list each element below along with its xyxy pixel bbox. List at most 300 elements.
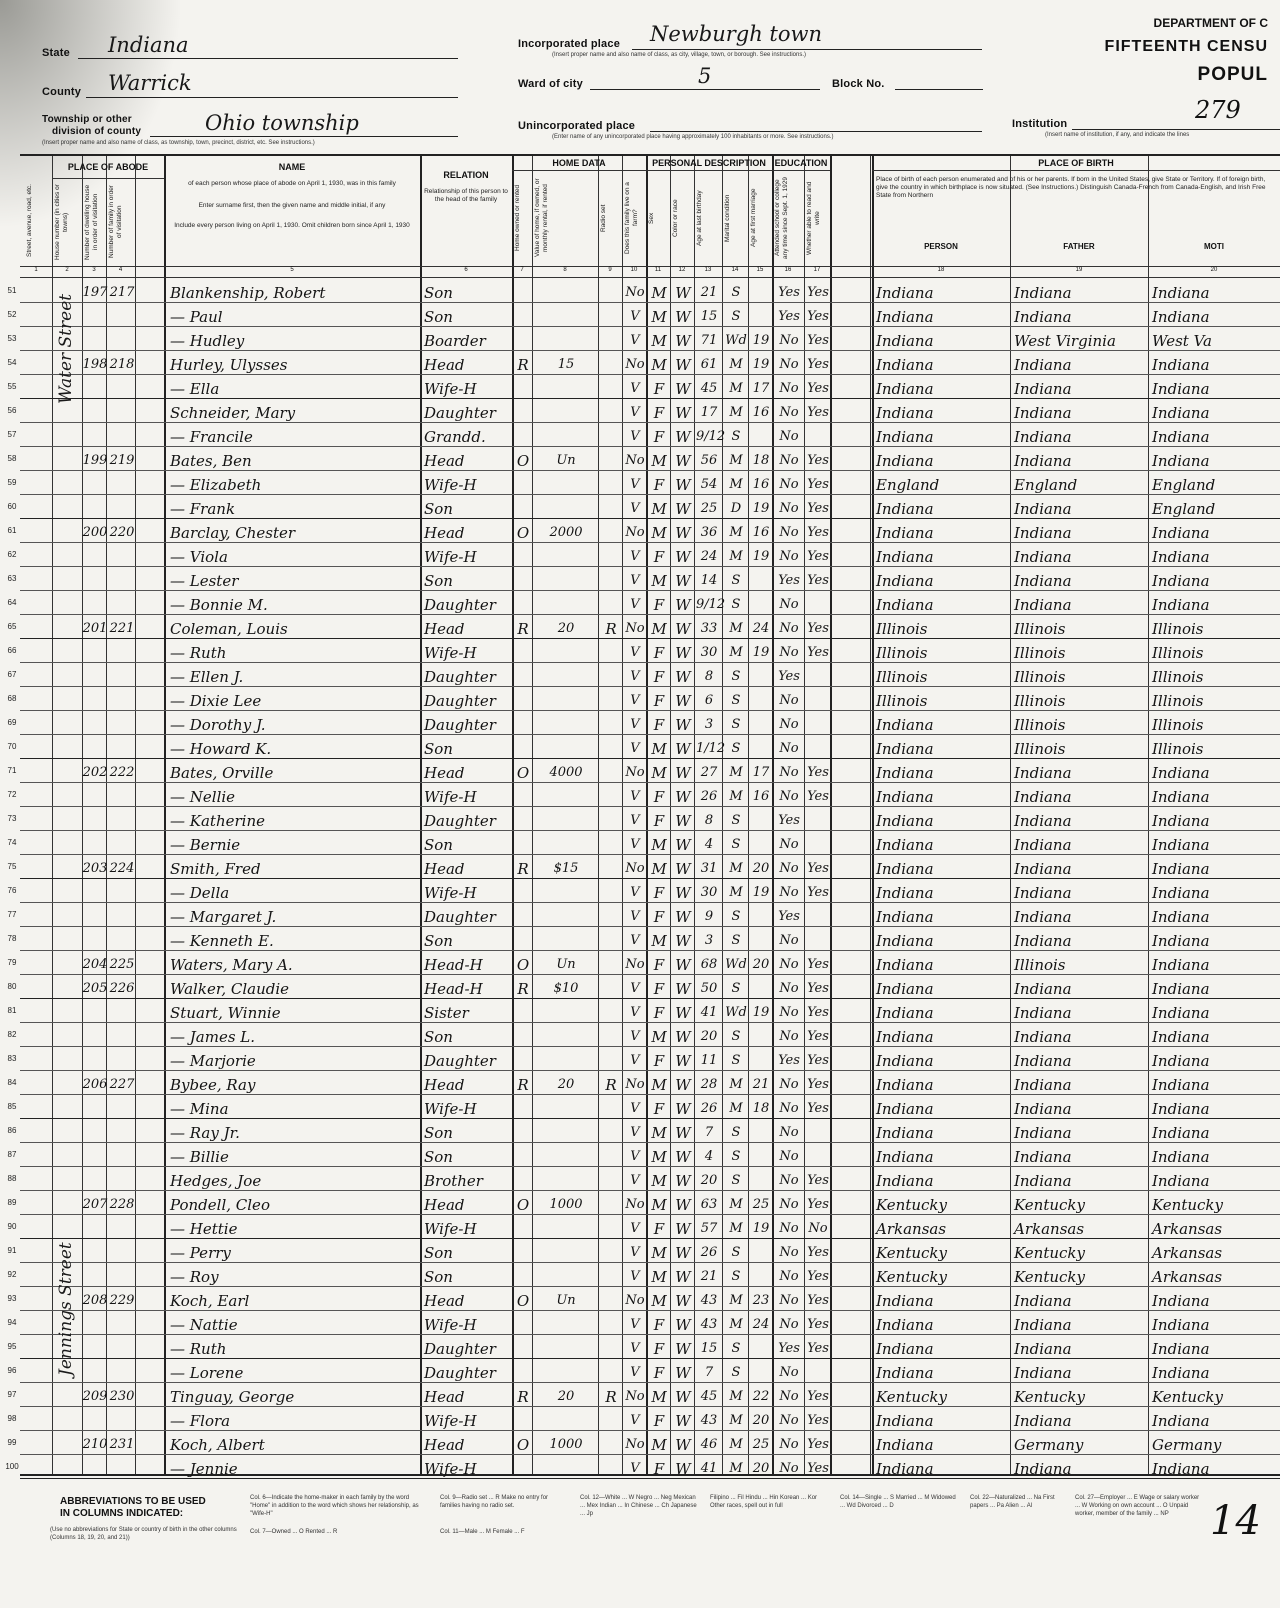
cell-sex: F: [653, 1364, 665, 1382]
cell-mother: Kentucky: [1152, 1388, 1223, 1406]
cell-dwelling: [82, 662, 108, 686]
cell-school: No: [779, 1197, 799, 1212]
cell-sex: M: [651, 1172, 667, 1190]
column-number: 2: [65, 267, 69, 273]
table-row: [7, 398, 1280, 423]
cell-value: Un: [556, 1293, 576, 1308]
cell-age-marriage: 19: [752, 645, 770, 660]
cell-relation: Son: [424, 740, 453, 758]
cell-family: 229: [109, 1293, 135, 1308]
cell-owned: [514, 1406, 532, 1430]
cell-father: Illinois: [1014, 620, 1066, 638]
cell-relation: Son: [424, 1124, 453, 1142]
cell-value: 1000: [549, 1197, 583, 1212]
cell-family: [108, 734, 136, 758]
cell-dwelling: [82, 1238, 108, 1262]
cell-farm: No: [625, 765, 645, 780]
cell-radio: [600, 470, 622, 494]
cell-marital: Wd: [725, 333, 747, 348]
cell-owned: [514, 278, 532, 302]
cell-age: 24: [700, 549, 718, 564]
cell-family: 225: [109, 957, 135, 972]
cell-relation: Daughter: [424, 668, 496, 686]
cell-race: W: [675, 1220, 691, 1238]
cell-read: Yes: [807, 789, 829, 804]
cell-marital: S: [731, 669, 741, 684]
cell-marital: S: [731, 1149, 741, 1164]
cell-school: Yes: [778, 813, 800, 828]
cell-father: Indiana: [1014, 908, 1072, 926]
cell-owned: [514, 878, 532, 902]
cell-read: Yes: [807, 501, 829, 516]
cell-race: W: [675, 1316, 691, 1334]
cell-value: 15: [557, 357, 575, 372]
cell-value: [536, 566, 596, 590]
sex-col-header: Sex: [648, 212, 655, 224]
footer-col14: Col. 14—Single ... S Married ... M Widowed ... Wd Divorced ... D: [840, 1495, 956, 1509]
father-col-header: FATHER: [1063, 242, 1095, 251]
cell-marital: S: [731, 933, 741, 948]
cell-birth: Indiana: [876, 1340, 934, 1358]
cell-birth: Indiana: [876, 572, 934, 590]
radio-col-header: Radio set: [600, 204, 607, 232]
cell-name: — Francile: [170, 428, 253, 446]
cell-race: W: [675, 860, 691, 878]
cell-sex: M: [651, 1388, 667, 1406]
cell-relation: Son: [424, 1028, 453, 1046]
cell-radio: [600, 1286, 622, 1310]
cell-read: [806, 662, 830, 686]
line-number: 83: [7, 1054, 17, 1063]
cell-radio: [600, 710, 622, 734]
cell-value: $15: [553, 861, 579, 876]
cell-marital: M: [729, 549, 743, 564]
cell-relation: Head: [424, 356, 465, 374]
cell-marital: M: [729, 1221, 743, 1236]
house-number-col-header: House number (in cities or towns): [54, 184, 69, 260]
table-row: [7, 878, 1280, 903]
footer-abbreviations: [20, 1474, 1280, 1608]
cell-birth: Illinois: [876, 644, 928, 662]
column-number: 15: [756, 267, 764, 273]
footer-col27: Col. 27—Employer ... E Wage or salary worker ... W Working on own account ... O Unpaid worker, member of the family ... NP: [1075, 1495, 1200, 1517]
cell-school: No: [779, 1389, 799, 1404]
cell-family: [108, 710, 136, 734]
cell-name: — Mina: [170, 1100, 229, 1118]
cell-radio: [600, 782, 622, 806]
cell-age: 15: [700, 1341, 718, 1356]
cell-dwelling: [82, 566, 108, 590]
cell-farm: No: [625, 1197, 645, 1212]
cell-birth: Indiana: [876, 716, 934, 734]
township-instructions: (Insert proper name and also name of class, as township, town, precinct, district, etc. See instructions.): [42, 140, 315, 146]
cell-sex: F: [653, 380, 665, 398]
table-row: [7, 782, 1280, 807]
cell-name: — Perry: [170, 1244, 231, 1262]
cell-value: [536, 878, 596, 902]
cell-sex: M: [651, 1076, 667, 1094]
cell-father: England: [1014, 476, 1078, 494]
cell-farm: No: [625, 861, 645, 876]
cell-value: [536, 1046, 596, 1070]
cell-farm: V: [630, 1125, 640, 1140]
cell-value: [536, 830, 596, 854]
cell-marital: M: [729, 861, 743, 876]
cell-marital: S: [731, 1365, 741, 1380]
cell-name: — Billie: [170, 1148, 229, 1166]
cell-mother: Indiana: [1152, 596, 1210, 614]
cell-relation: Wife-H: [424, 1100, 477, 1118]
cell-radio: [600, 1334, 622, 1358]
cell-family: 228: [109, 1197, 135, 1212]
cell-family: [108, 902, 136, 926]
line-number: 75: [7, 862, 17, 871]
cell-farm: V: [630, 405, 640, 420]
cell-name: Koch, Albert: [170, 1436, 265, 1454]
cell-dwelling: 210: [82, 1437, 108, 1452]
cell-family: 219: [109, 453, 135, 468]
cell-father: Indiana: [1014, 452, 1072, 470]
cell-family: [108, 782, 136, 806]
cell-age-marriage: [750, 662, 772, 686]
cell-family: 227: [109, 1077, 135, 1092]
cell-age-marriage: [750, 1142, 772, 1166]
cell-race: W: [675, 1076, 691, 1094]
cell-age-marriage: [750, 710, 772, 734]
cell-dwelling: [82, 782, 108, 806]
cell-birth: Indiana: [876, 1028, 934, 1046]
cell-race: W: [675, 1244, 691, 1262]
cell-radio: [600, 638, 622, 662]
home-data-header: HOME DATA: [552, 158, 606, 168]
column-number: 16: [784, 267, 792, 273]
cell-age: 46: [700, 1437, 718, 1452]
cell-relation: Wife-H: [424, 644, 477, 662]
cell-father: Indiana: [1014, 788, 1072, 806]
cell-relation: Daughter: [424, 1340, 496, 1358]
line-number: 92: [7, 1270, 17, 1279]
cell-birth: Illinois: [876, 692, 928, 710]
cell-relation: Head: [424, 1196, 465, 1214]
cell-school: No: [779, 1029, 799, 1044]
cell-read: Yes: [807, 549, 829, 564]
cell-father: Indiana: [1014, 764, 1072, 782]
cell-father: Illinois: [1014, 692, 1066, 710]
cell-age-marriage: 19: [752, 549, 770, 564]
line-number: 65: [7, 622, 17, 631]
cell-school: Yes: [778, 669, 800, 684]
cell-relation: Head: [424, 1292, 465, 1310]
cell-radio: [600, 854, 622, 878]
cell-read: Yes: [807, 1461, 829, 1476]
cell-school: No: [779, 381, 799, 396]
cell-birth: Indiana: [876, 860, 934, 878]
cell-mother: Indiana: [1152, 908, 1210, 926]
cell-sex: M: [651, 452, 667, 470]
cell-family: 224: [109, 861, 135, 876]
cell-farm: V: [630, 501, 640, 516]
cell-farm: No: [625, 453, 645, 468]
cell-family: [108, 1262, 136, 1286]
cell-radio: [600, 974, 622, 998]
cell-relation: Daughter: [424, 692, 496, 710]
cell-read: Yes: [807, 1317, 829, 1332]
cell-age-marriage: 20: [752, 957, 770, 972]
cell-read: Yes: [807, 453, 829, 468]
cell-race: W: [675, 428, 691, 446]
cell-marital: Wd: [725, 1005, 747, 1020]
cell-age: 6: [704, 693, 714, 708]
cell-dwelling: [82, 302, 108, 326]
cell-age-marriage: 16: [752, 525, 770, 540]
cell-read: Yes: [807, 1173, 829, 1188]
cell-relation: Daughter: [424, 812, 496, 830]
cell-mother: Indiana: [1152, 1172, 1210, 1190]
cell-age-marriage: 16: [752, 477, 770, 492]
cell-farm: V: [630, 693, 640, 708]
cell-value: [536, 278, 596, 302]
table-row: [7, 1022, 1280, 1047]
cell-age: 1/12: [696, 741, 726, 756]
cell-father: Indiana: [1014, 1004, 1072, 1022]
cell-mother: Illinois: [1152, 740, 1204, 758]
cell-school: No: [779, 1437, 799, 1452]
cell-age-marriage: [750, 278, 772, 302]
cell-owned: [514, 1358, 532, 1382]
cell-value: 4000: [549, 765, 583, 780]
line-number: 93: [7, 1294, 17, 1303]
table-row: [7, 302, 1280, 327]
cell-name: Coleman, Louis: [170, 620, 288, 638]
cell-birth: England: [876, 476, 940, 494]
line-number: 62: [7, 550, 17, 559]
cell-farm: V: [630, 789, 640, 804]
cell-age-marriage: 19: [752, 885, 770, 900]
cell-dwelling: [82, 734, 108, 758]
age-marriage-col-header: Age at first marriage: [750, 188, 757, 248]
cell-value: [536, 902, 596, 926]
cell-value: [536, 1022, 596, 1046]
column-number: 5: [290, 267, 294, 273]
table-row: [7, 542, 1280, 567]
cell-marital: M: [729, 1101, 743, 1116]
cell-school: No: [779, 333, 799, 348]
dwelling-col-header: Number of dwelling house in order of visitation: [84, 184, 99, 260]
cell-relation: Head: [424, 452, 465, 470]
cell-school: No: [779, 1005, 799, 1020]
name-header: NAME: [278, 162, 306, 172]
cell-value: [536, 1334, 596, 1358]
cell-read: [806, 1358, 830, 1382]
table-row: [7, 446, 1280, 471]
personal-description-header: PERSONAL DESCRIPTION: [652, 158, 766, 168]
cell-read: Yes: [807, 621, 829, 636]
cell-school: No: [779, 693, 799, 708]
cell-birth: Indiana: [876, 332, 934, 350]
cell-dwelling: [82, 638, 108, 662]
cell-owned: [514, 902, 532, 926]
incorporated-value: Newburgh town: [650, 22, 823, 46]
cell-owned: [514, 302, 532, 326]
cell-value: [536, 590, 596, 614]
cell-race: W: [675, 1100, 691, 1118]
cell-radio: [600, 350, 622, 374]
cell-marital: S: [731, 717, 741, 732]
cell-father: Indiana: [1014, 500, 1072, 518]
cell-mother: Indiana: [1152, 452, 1210, 470]
cell-school: No: [779, 597, 799, 612]
cell-radio: [600, 1214, 622, 1238]
cell-school: Yes: [778, 909, 800, 924]
cell-mother: Indiana: [1152, 524, 1210, 542]
table-row: [7, 806, 1280, 831]
footer-title-line-1: ABBREVIATIONS TO BE USED: [60, 1496, 206, 1507]
cell-age-marriage: 20: [752, 1461, 770, 1476]
table-row: [7, 614, 1280, 639]
cell-radio: [600, 590, 622, 614]
cell-owned: [514, 998, 532, 1022]
cell-mother: Indiana: [1152, 1292, 1210, 1310]
cell-birth: Indiana: [876, 428, 934, 446]
cell-dwelling: [82, 374, 108, 398]
cell-read: Yes: [807, 1389, 829, 1404]
table-row: [7, 1310, 1280, 1335]
cell-name: — Hudley: [170, 332, 245, 350]
cell-age: 63: [700, 1197, 718, 1212]
cell-family: [108, 470, 136, 494]
table-row: [7, 1430, 1280, 1455]
line-number: 87: [7, 1150, 17, 1159]
line-number: 57: [7, 430, 17, 439]
table-row: [7, 1358, 1280, 1383]
cell-dwelling: 200: [82, 525, 108, 540]
cell-owned: [514, 1022, 532, 1046]
line-number: 73: [7, 814, 17, 823]
line-number: 77: [7, 910, 17, 919]
cell-birth: Indiana: [876, 1052, 934, 1070]
cell-birth: Kentucky: [876, 1244, 947, 1262]
line-number: 90: [7, 1222, 17, 1231]
cell-value: [536, 302, 596, 326]
cell-name: Pondell, Cleo: [170, 1196, 270, 1214]
cell-school: No: [779, 549, 799, 564]
cell-name: — Elizabeth: [170, 476, 262, 494]
cell-farm: No: [625, 621, 645, 636]
cell-mother: Indiana: [1152, 572, 1210, 590]
cell-family: [108, 374, 136, 398]
cell-marital: S: [731, 429, 741, 444]
cell-school: No: [779, 477, 799, 492]
cell-race: W: [675, 284, 691, 302]
cell-birth: Indiana: [876, 500, 934, 518]
cell-relation: Daughter: [424, 716, 496, 734]
cell-farm: V: [630, 1101, 640, 1116]
cell-read: Yes: [807, 477, 829, 492]
cell-radio: R: [605, 620, 617, 638]
cell-race: W: [675, 932, 691, 950]
cell-dwelling: [82, 1214, 108, 1238]
cell-radio: [600, 902, 622, 926]
table-row: [7, 1334, 1280, 1359]
marital-col-header: Marital condition: [724, 194, 731, 242]
cell-school: No: [779, 1461, 799, 1476]
cell-farm: V: [630, 597, 640, 612]
cell-birth: Indiana: [876, 908, 934, 926]
cell-marital: S: [731, 597, 741, 612]
cell-mother: Indiana: [1152, 1076, 1210, 1094]
color-col-header: Color or race: [672, 199, 679, 237]
cell-age: 68: [700, 957, 718, 972]
cell-value: [536, 662, 596, 686]
age-col-header: Age at last birthday: [696, 190, 703, 246]
cell-radio: R: [605, 1388, 617, 1406]
cell-name: — Marjorie: [170, 1052, 256, 1070]
cell-farm: V: [630, 717, 640, 732]
cell-birth: Indiana: [876, 1148, 934, 1166]
cell-name: Waters, Mary A.: [170, 956, 293, 974]
cell-radio: [600, 806, 622, 830]
cell-age: 4: [704, 837, 714, 852]
cell-school: No: [779, 501, 799, 516]
cell-school: No: [779, 885, 799, 900]
cell-owned: [514, 326, 532, 350]
cell-birth: Indiana: [876, 788, 934, 806]
cell-father: Indiana: [1014, 1076, 1072, 1094]
cell-farm: No: [625, 525, 645, 540]
cell-age-marriage: 21: [752, 1077, 770, 1092]
line-number: 71: [7, 766, 17, 775]
cell-value: $10: [553, 981, 579, 996]
table-row: [7, 518, 1280, 543]
cell-farm: V: [630, 741, 640, 756]
line-number: 58: [7, 454, 17, 463]
cell-radio: [600, 518, 622, 542]
cell-age: 21: [700, 285, 718, 300]
cell-relation: Brother: [424, 1172, 483, 1190]
cell-age: 54: [700, 477, 718, 492]
cell-relation: Wife-H: [424, 380, 477, 398]
incorporated-instructions: (Insert proper name and also name of class, as city, village, town, or borough. See instructions.): [552, 52, 807, 58]
cell-read: Yes: [807, 1005, 829, 1020]
cell-value: 20: [557, 1389, 575, 1404]
table-row: [7, 374, 1280, 399]
cell-relation: Son: [424, 284, 453, 302]
cell-birth: Indiana: [876, 812, 934, 830]
cell-value: [536, 542, 596, 566]
cell-birth: Indiana: [876, 1436, 934, 1454]
cell-age: 3: [704, 717, 714, 732]
cell-father: Indiana: [1014, 1364, 1072, 1382]
cell-owned: [514, 806, 532, 830]
cell-name: Smith, Fred: [170, 860, 261, 878]
table-row: [7, 1118, 1280, 1143]
cell-name: — Jennie: [170, 1460, 238, 1478]
cell-owned: [514, 566, 532, 590]
line-number: 95: [7, 1342, 17, 1351]
cell-race: W: [675, 644, 691, 662]
cell-owned: [514, 1142, 532, 1166]
cell-age-marriage: [750, 590, 772, 614]
cell-name: — Ray Jr.: [170, 1124, 240, 1142]
table-row: [7, 974, 1280, 999]
cell-owned: R: [517, 980, 529, 998]
institution-number: 279: [1195, 96, 1241, 124]
cell-sex: F: [653, 1316, 665, 1334]
state-label: State: [42, 47, 70, 59]
table-row: [7, 1166, 1280, 1191]
incorporated-label: Incorporated place: [518, 38, 621, 50]
cell-marital: M: [729, 789, 743, 804]
